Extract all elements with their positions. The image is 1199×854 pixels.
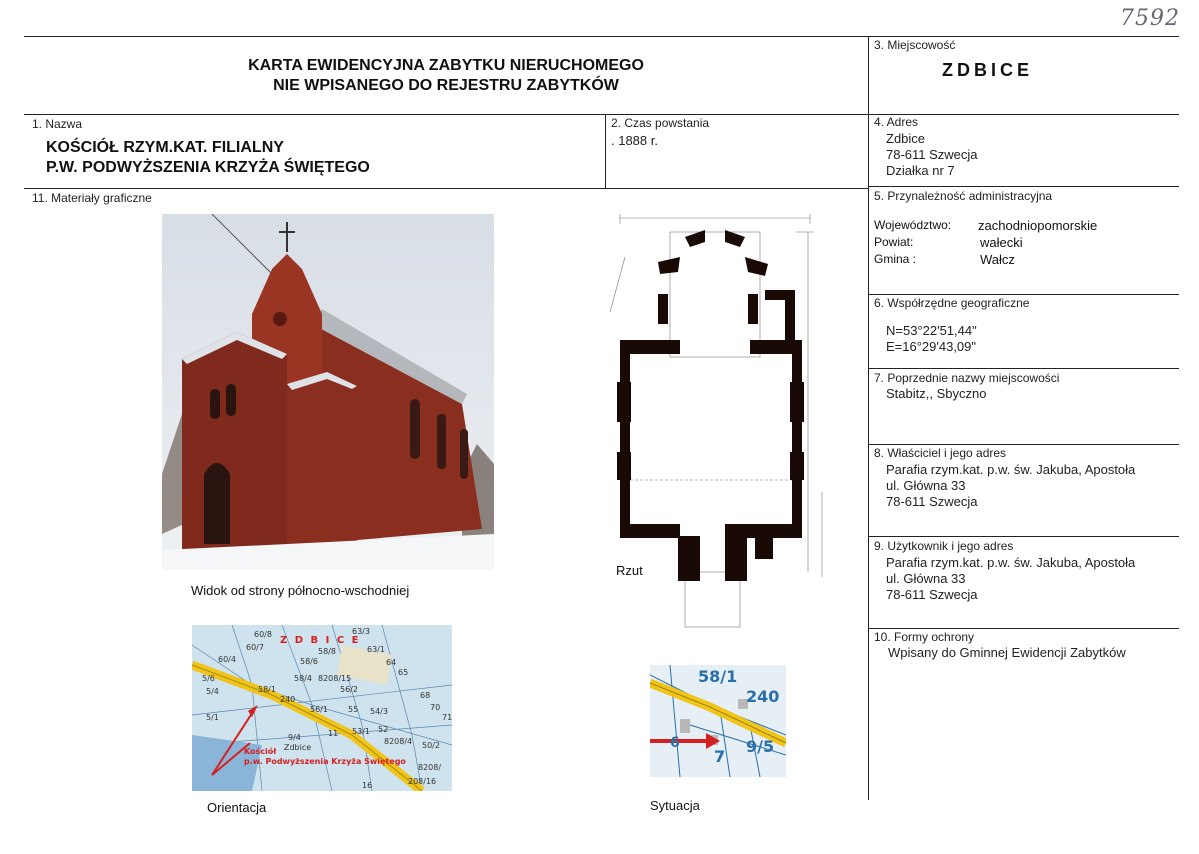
f4-line1: Zdbice [886, 131, 926, 146]
f8-line1: Parafia rzym.kat. p.w. św. Jakuba, Apostoła [886, 462, 1136, 477]
f1-value [46, 138, 370, 178]
parcel-label: 5/6 [202, 674, 215, 683]
parcel-label: 240 [280, 695, 296, 704]
parcel-label: 56/2 [340, 685, 358, 694]
parcel-label: 58/1 [698, 667, 738, 686]
parcel-label: 60/8 [254, 630, 272, 639]
header-divider [24, 114, 1179, 115]
parcel-label: 5/4 [206, 687, 219, 696]
parcel-label: 8208/15 [318, 674, 352, 683]
situation-map [650, 665, 786, 777]
f9-line2: ul. Główna 33 [886, 571, 966, 586]
callout-line1: Kościół [244, 747, 277, 756]
parcel-label: 63/1 [367, 645, 385, 654]
church-callout [244, 747, 406, 767]
archive-number: 7592 [1120, 6, 1180, 31]
f5-key: Województwo: [874, 218, 952, 232]
f5-label: 5. Przynależność administracyjna [874, 189, 1053, 203]
parcel-label: 50/2 [422, 741, 440, 750]
f4-line3: Działka nr 7 [886, 163, 955, 178]
f5-table [874, 217, 1097, 268]
parcel-label: 58/8 [318, 647, 336, 656]
f6-value [886, 323, 977, 355]
parcel-label: 71 [442, 713, 452, 722]
f5-key: Powiat: [874, 235, 914, 249]
f2-value: . 1888 r. [611, 133, 658, 148]
f9-line3: 78-611 Szwecja [886, 587, 978, 602]
f6-divider [868, 368, 1179, 369]
parcel-label: 8208/4 [384, 737, 413, 746]
callout-line2: p.w. Podwyższenia Krzyża Świętego [244, 757, 406, 766]
parcel-label: 56/1 [310, 705, 328, 714]
church-photo-illustration [162, 214, 494, 570]
card-title-line1: KARTA EWIDENCYJNA ZABYTKU NIERUCHOMEGO [248, 57, 644, 74]
f9-line1: Parafia rzym.kat. p.w. św. Jakuba, Apostoła [886, 555, 1136, 570]
parcel-label: 63/3 [352, 627, 370, 636]
orientation-place-name: Z D B I C E [280, 635, 361, 646]
f11-label: 11. Materiały graficzne [32, 191, 152, 205]
name-date-divider [605, 114, 606, 188]
situation-caption: Sytuacja [650, 798, 700, 813]
f6-label: 6. Współrzędne geograficzne [874, 296, 1030, 310]
f8-line2: ul. Główna 33 [886, 478, 966, 493]
f4-value [886, 131, 978, 179]
parcel-label: 9/5 [746, 737, 775, 756]
orientation-map [192, 625, 452, 791]
f1-line2: P.W. PODWYŻSZENIA KRZYŻA ŚWIĘTEGO [46, 159, 370, 176]
f4-line2: 78-611 Szwecja [886, 147, 978, 162]
parcel-label: 58/1 [258, 685, 276, 694]
f4-label: 4. Adres [874, 115, 919, 129]
parcel-label: 65 [398, 668, 409, 677]
f7-label: 7. Poprzednie nazwy miejscowości [874, 371, 1060, 385]
parcel-label: 11 [328, 729, 339, 738]
f7-value: Stabitz,, Sbyczno [886, 386, 987, 401]
f3-label: 3. Miejscowość [874, 38, 956, 52]
f10-label: 10. Formy ochrony [874, 630, 975, 644]
f8-divider [868, 536, 1179, 537]
f5-row-powiat [874, 234, 1097, 251]
parcel-label: 7 [714, 747, 726, 766]
parcel-label: 6 [670, 735, 680, 751]
parcel-label: 60/7 [246, 643, 264, 652]
plan-caption: Rzut [616, 563, 643, 578]
name-row-divider [24, 188, 868, 189]
parcel-label: 208/16 [408, 777, 437, 786]
f9-divider [868, 628, 1179, 629]
parcel-label: 52 [378, 725, 389, 734]
f7-divider [868, 444, 1179, 445]
parcel-label: 54/3 [370, 707, 388, 716]
f9-label: 9. Użytkownik i jego adres [874, 539, 1014, 553]
f9-value [886, 555, 1135, 603]
parcel-label: 240 [746, 687, 780, 706]
parcel-label: 60/4 [218, 655, 236, 664]
parcel-label: 55 [348, 705, 359, 714]
f4-divider [868, 186, 1179, 187]
card-title [24, 56, 868, 96]
parcel-label: 5/1 [206, 713, 219, 722]
parcel-label: 8208/ [418, 763, 442, 772]
f8-line3: 78-611 Szwecja [886, 494, 978, 509]
village-label: Zdbice [284, 743, 312, 752]
f5-divider [868, 294, 1179, 295]
right-column-divider [868, 36, 869, 800]
f10-value: Wpisany do Gminnej Ewidencji Zabytków [888, 645, 1126, 660]
f5-row-gmina [874, 251, 1097, 268]
f5-row-wojewodztwo [874, 217, 1097, 234]
f5-value: Wałcz [980, 252, 1015, 267]
card-title-line2: NIE WPISANEGO DO REJESTRU ZABYTKÓW [273, 77, 619, 94]
parcel-label: 53/1 [352, 727, 370, 736]
f1-line1: KOŚCIÓŁ RZYM.KAT. FILIALNY [46, 139, 284, 156]
parcel-label: 70 [430, 703, 441, 712]
f2-label: 2. Czas powstania [611, 116, 710, 130]
f6-latitude: N=53°22'51,44" [886, 323, 977, 338]
photo-caption: Widok od strony północno-wschodniej [191, 583, 410, 598]
top-border [24, 36, 1179, 37]
parcel-label: 16 [362, 781, 373, 790]
f8-value [886, 462, 1135, 510]
parcel-label: 68 [420, 691, 431, 700]
f5-key: Gmina : [874, 252, 917, 266]
church-photo [162, 214, 494, 570]
orientation-caption: Orientacja [207, 800, 267, 815]
parcel-label: 64 [386, 658, 397, 667]
f5-value: zachodniopomorskie [978, 218, 1098, 233]
parcel-label: 9/4 [288, 733, 301, 742]
f1-label: 1. Nazwa [32, 117, 83, 131]
f8-label: 8. Właściciel i jego adres [874, 446, 1007, 460]
f6-longitude: E=16°29'43,09" [886, 339, 977, 354]
parcel-label: 58/6 [300, 657, 318, 666]
f5-value: wałecki [980, 235, 1023, 250]
f3-value: ZDBICE [942, 60, 1033, 80]
parcel-label: 58/4 [294, 674, 312, 683]
